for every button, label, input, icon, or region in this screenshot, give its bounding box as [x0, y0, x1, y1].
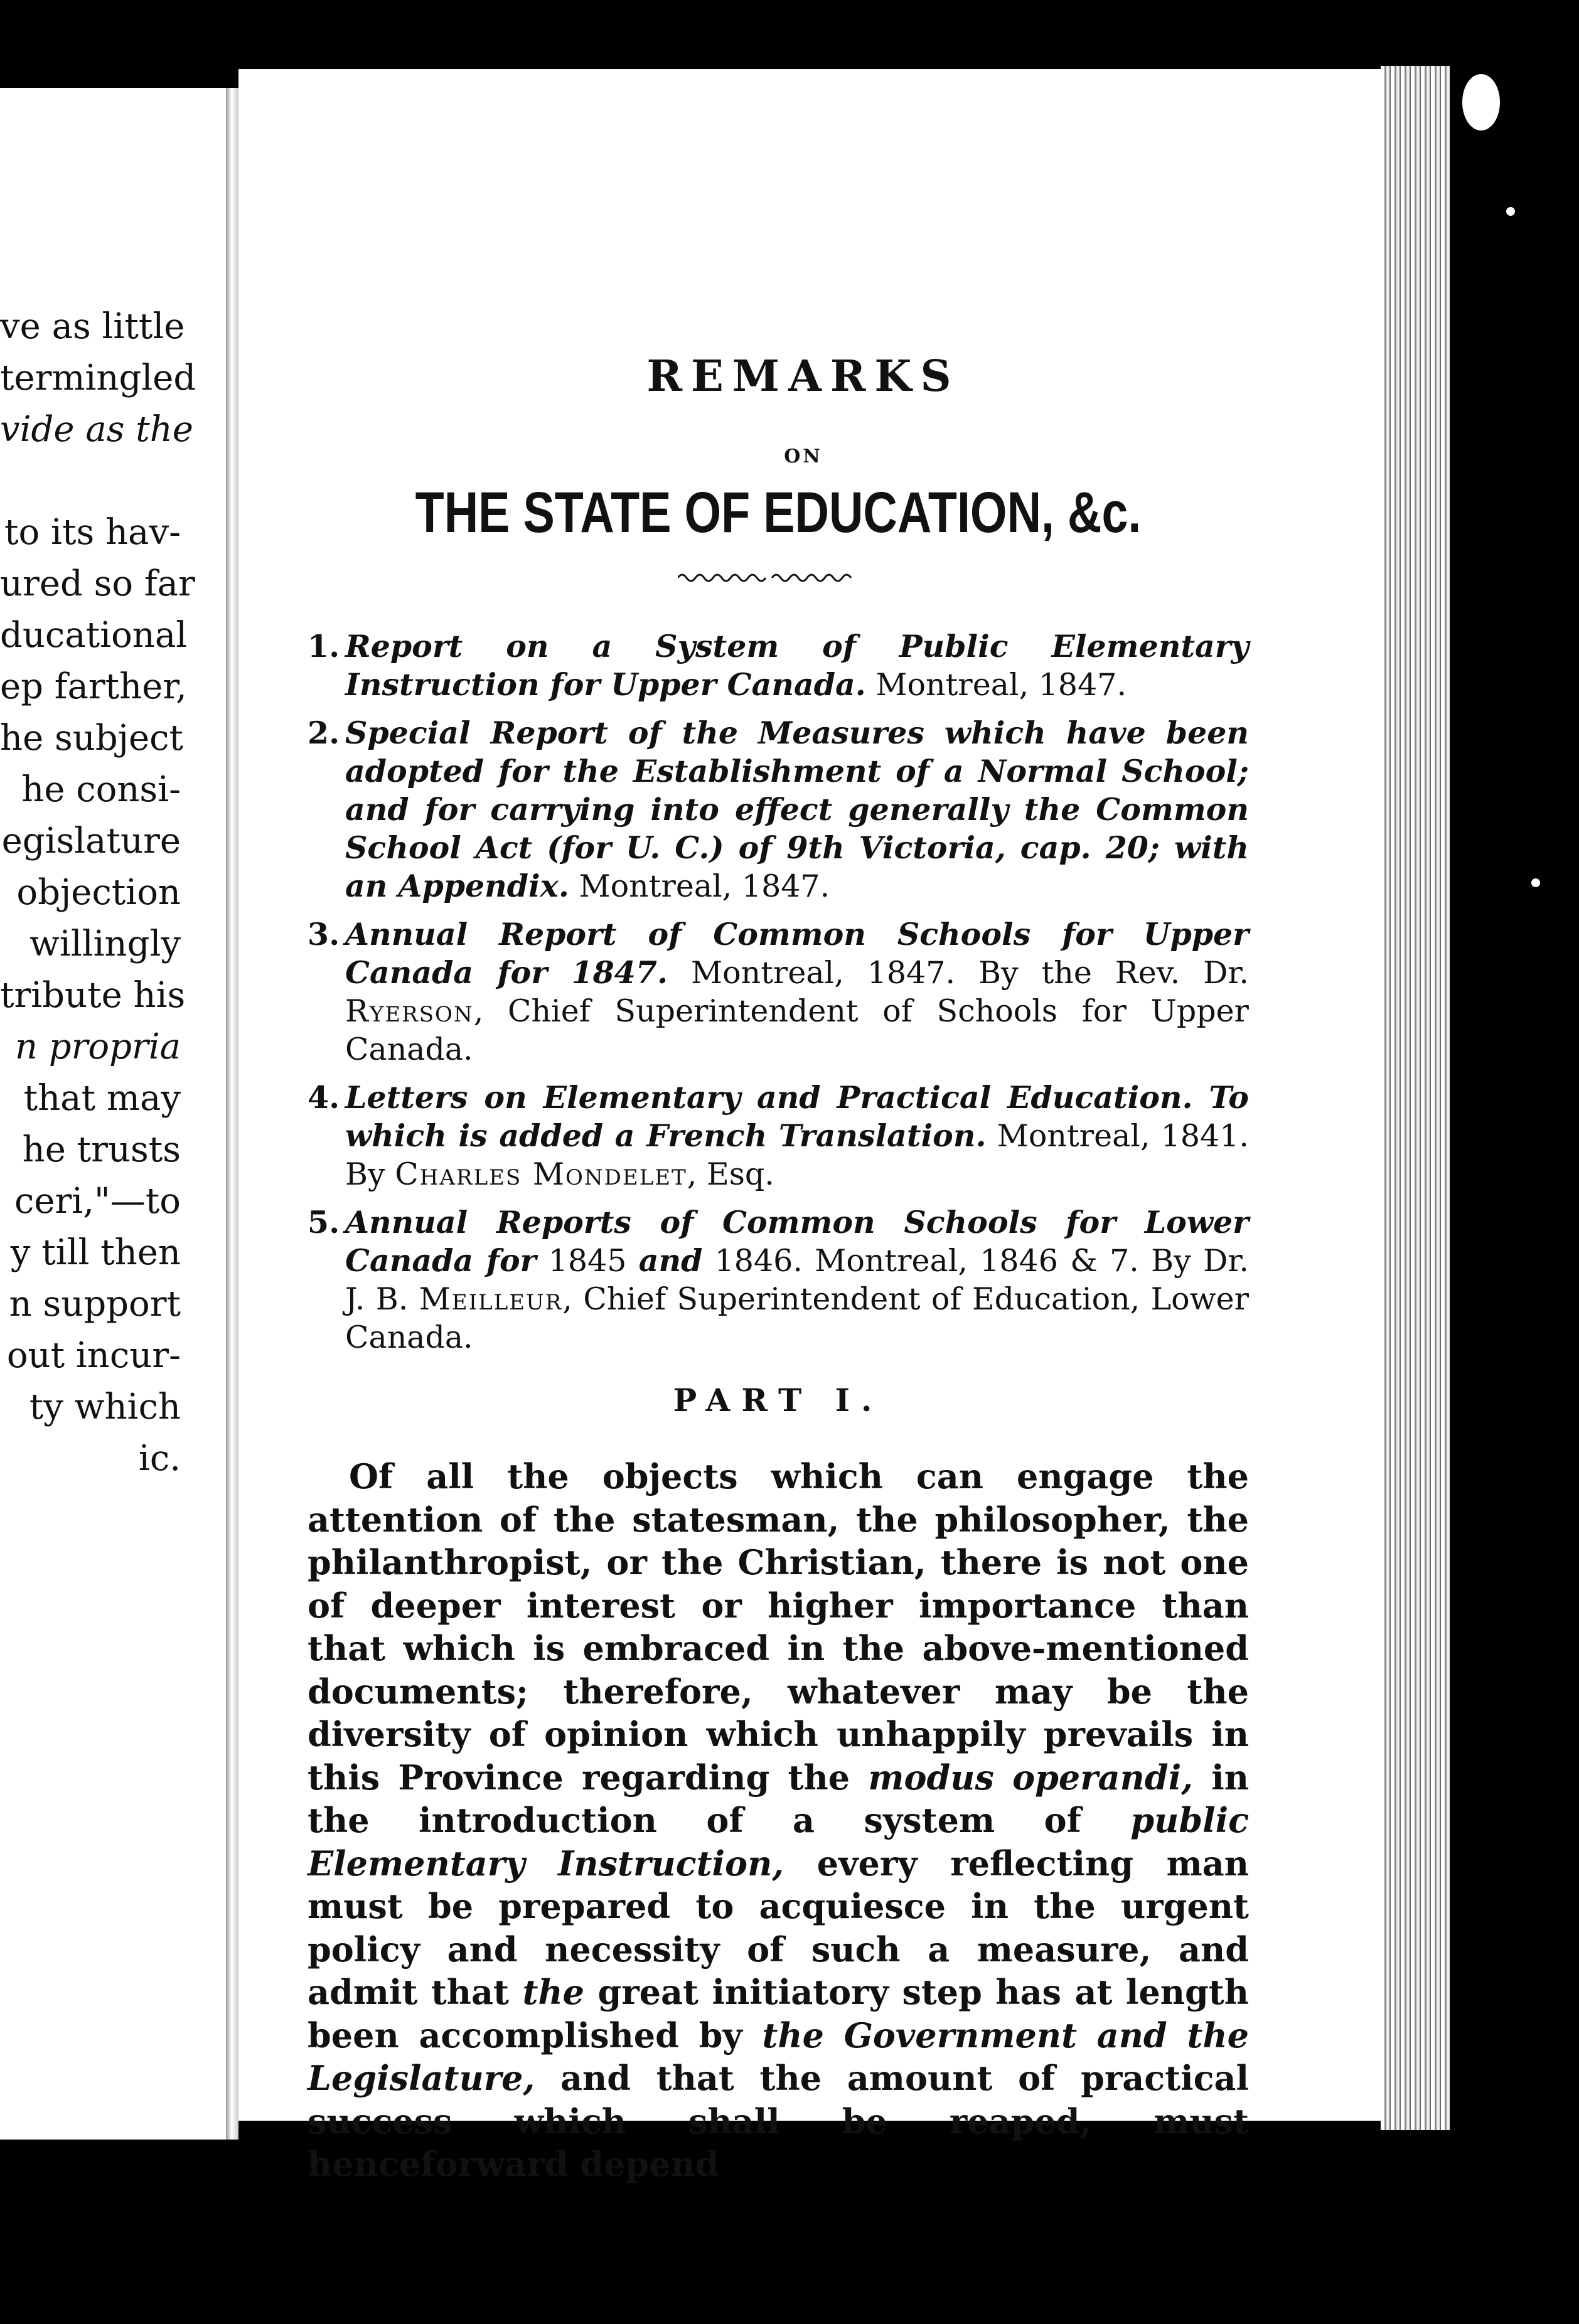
left-facing-page: [0, 88, 226, 2140]
reference-item: 3. Annual Report of Common Schools for Upper Canada for 1847. Montreal, 1847. By the Rev. Dr. Ryerson, Chief Superintendent of Schools for Upper Canada.: [308, 916, 1249, 1067]
left-page-line: tribute his: [0, 975, 186, 1016]
part-heading: PART I.: [673, 1382, 884, 1419]
left-page-line: ceri,"—to: [14, 1181, 181, 1222]
left-page-line: to its hav-: [4, 512, 181, 553]
left-page-line: vide as the: [0, 409, 193, 450]
left-page-line: he trusts: [22, 1129, 181, 1170]
left-page-line: ep farther,: [0, 666, 187, 707]
heading-on: ON: [784, 445, 823, 467]
left-page-line: ve as little: [0, 306, 185, 347]
reference-item: 2. Special Report of the Measures which have been adopted for the Establishment of a Normal School; and for carrying into effect generally the Common School Act (for U. C.) of 9th Victoria, cap. 20; with an Appendix. Montreal, 1847.: [308, 715, 1249, 904]
left-page-line: termingled: [0, 358, 196, 398]
left-page-text: [0, 301, 226, 1484]
left-page-line: y till then: [10, 1232, 181, 1273]
scan-speck: [1462, 74, 1500, 131]
left-page-line: objection: [16, 872, 181, 913]
left-page-line: egislature: [1, 821, 181, 861]
heading-remarks: REMARKS: [646, 351, 960, 402]
reference-item: 5. Annual Reports of Common Schools for Lower Canada for 1845 and 1846. Montreal, 1846 & 7. By Dr. J. B. Meilleur, Chief Superintendent of Education, Lower Canada.: [308, 1204, 1249, 1355]
body-paragraph: Of all the objects which can engage the attention of the statesman, the philosopher, the philanthropist, or the Christian, there is not one of deeper interest or higher importance than that which is embraced in the above-mentioned documents; therefore, whatever may be the diversity of opinion which unhappily prevails in this Province regarding the modus operandi, in the introduction of a system of public Elementary Instruction, every reflecting man must be prepared to acquiesce in the urgent policy and necessity of such a measure, and admit that the great initiatory step has at length been accomplished by the Government and the Legislature, and that the amount of practical success which shall be reaped, must henceforward depend: [308, 1456, 1250, 2184]
left-page-line: willingly: [29, 924, 181, 964]
reference-item: 4. Letters on Elementary and Practical Education. To which is added a French Translation. Montreal, 1841. By Charles Mondelet, Esq.: [308, 1079, 1249, 1192]
left-page-line: out incur-: [6, 1335, 181, 1376]
edge-shadow: [1450, 63, 1579, 2136]
left-page-line: ic.: [138, 1438, 181, 1479]
left-page-line: n support: [9, 1284, 181, 1325]
book-gutter: [226, 88, 238, 2140]
page-content: [308, 351, 1249, 2186]
left-page-line: ty which: [29, 1387, 181, 1427]
left-page-line: n propria: [14, 1026, 181, 1067]
reference-item: 1. Report on a System of Public Elementary Instruction for Upper Canada. Montreal, 1847.: [308, 628, 1249, 703]
page-title: THE STATE OF EDUCATION, &c.: [415, 481, 1142, 545]
left-page-line: that may: [23, 1078, 181, 1119]
left-page-line: ured so far: [0, 563, 195, 604]
page-edge: [1381, 66, 1450, 2130]
left-page-line: [0, 456, 226, 507]
scan-speck: [1506, 207, 1515, 216]
left-page-line: ducational: [0, 615, 188, 656]
wavy-ornament-icon: [678, 568, 854, 587]
left-page-line: he subject: [0, 718, 184, 759]
reference-list: [308, 627, 1249, 1357]
left-page-line: he consi-: [21, 769, 181, 810]
scan-speck: [1531, 878, 1540, 887]
